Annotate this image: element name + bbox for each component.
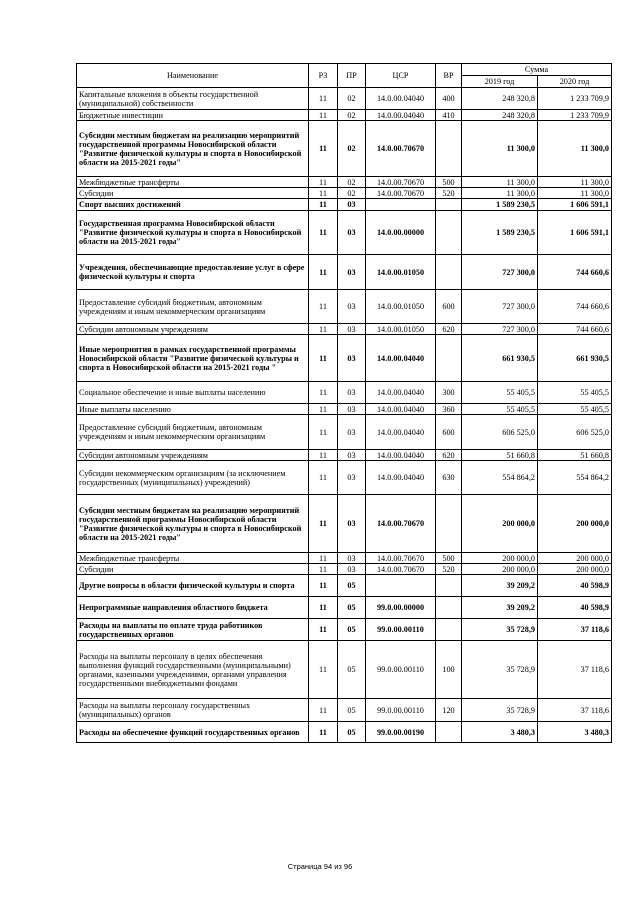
row-value-2019: 1 589 230,5 (462, 211, 538, 255)
row-csr: 14.0.00.00000 (366, 211, 436, 255)
row-rz: 11 (309, 404, 338, 415)
table-row (77, 188, 612, 199)
row-value-2019: 727 300,0 (462, 324, 538, 335)
col-header-vr: ВР (436, 64, 462, 88)
row-csr: 14.0.00.70670 (366, 564, 436, 575)
row-vr: 120 (436, 699, 462, 722)
row-vr (436, 597, 462, 619)
row-value-2019: 39 209,2 (462, 597, 538, 619)
table-row (77, 619, 612, 641)
row-name: Субсидии некоммерческим организациям (за исключением государственных (муниципальных) учреждений) (77, 461, 309, 495)
row-value-2019: 606 525,0 (462, 415, 538, 450)
row-rz: 11 (309, 641, 338, 699)
row-name: Предоставление субсидий бюджетным, автономным учреждениям и иным некоммерческим организациям (77, 290, 309, 324)
row-pr: 03 (338, 335, 366, 382)
row-name: Бюджетные инвестиции (77, 110, 309, 121)
row-vr: 600 (436, 415, 462, 450)
row-csr: 14.0.00.01050 (366, 324, 436, 335)
row-pr: 02 (338, 88, 366, 110)
row-vr: 520 (436, 188, 462, 199)
row-name: Межбюджетные трансферты (77, 553, 309, 564)
row-name: Субсидии местным бюджетам на реализацию мероприятий государственной программы Новосибирской области "Развитие физической культуры и спорта в Новосибирской области на 2015-2021 годы" (77, 121, 309, 177)
row-value-2020: 40 598,9 (538, 575, 612, 597)
row-value-2019: 35 728,9 (462, 619, 538, 641)
row-csr: 14.0.00.70670 (366, 495, 436, 553)
row-pr: 03 (338, 290, 366, 324)
table-row (77, 324, 612, 335)
table-row (77, 110, 612, 121)
row-pr: 03 (338, 461, 366, 495)
row-rz: 11 (309, 121, 338, 177)
row-pr: 05 (338, 699, 366, 722)
row-vr (436, 495, 462, 553)
table-row (77, 88, 612, 110)
table-row (77, 199, 612, 211)
table-row (77, 575, 612, 597)
table-row (77, 553, 612, 564)
row-value-2019: 554 864,2 (462, 461, 538, 495)
row-value-2020: 744 660,6 (538, 290, 612, 324)
row-vr (436, 121, 462, 177)
row-value-2019: 1 589 230,5 (462, 199, 538, 211)
row-value-2020: 200 000,0 (538, 553, 612, 564)
row-pr: 05 (338, 722, 366, 743)
row-value-2019: 35 728,9 (462, 641, 538, 699)
row-value-2020: 744 660,6 (538, 324, 612, 335)
row-value-2019: 727 300,0 (462, 290, 538, 324)
table-row (77, 121, 612, 177)
row-pr: 02 (338, 110, 366, 121)
table-row (77, 722, 612, 743)
row-rz: 11 (309, 211, 338, 255)
row-csr (366, 575, 436, 597)
table-row (77, 597, 612, 619)
row-pr: 05 (338, 641, 366, 699)
row-csr: 14.0.00.04040 (366, 88, 436, 110)
row-rz: 11 (309, 199, 338, 211)
row-name: Государственная программа Новосибирской области "Развитие физической культуры и спорта в Новосибирской области на 2015-2021 годы" (77, 211, 309, 255)
row-vr: 500 (436, 177, 462, 188)
row-pr: 03 (338, 211, 366, 255)
row-pr: 05 (338, 597, 366, 619)
row-name: Социальное обеспечение и иные выплаты населению (77, 382, 309, 404)
row-rz: 11 (309, 255, 338, 290)
row-name: Расходы на обеспечение функций государственных органов (77, 722, 309, 743)
row-rz: 11 (309, 564, 338, 575)
row-csr: 14.0.00.70670 (366, 188, 436, 199)
row-csr: 99.0.00.00110 (366, 641, 436, 699)
row-value-2019: 3 480,3 (462, 722, 538, 743)
table-row (77, 177, 612, 188)
row-value-2020: 55 405,5 (538, 382, 612, 404)
row-vr (436, 199, 462, 211)
row-value-2020: 37 118,6 (538, 641, 612, 699)
row-vr (436, 722, 462, 743)
row-csr: 14.0.00.04040 (366, 415, 436, 450)
row-value-2019: 39 209,2 (462, 575, 538, 597)
row-value-2019: 55 405,5 (462, 382, 538, 404)
row-csr (366, 199, 436, 211)
row-value-2020: 1 233 709,9 (538, 110, 612, 121)
row-pr: 02 (338, 188, 366, 199)
row-rz: 11 (309, 324, 338, 335)
row-rz: 11 (309, 188, 338, 199)
row-value-2020: 11 300,0 (538, 177, 612, 188)
row-csr: 14.0.00.04040 (366, 335, 436, 382)
row-vr (436, 211, 462, 255)
row-vr: 500 (436, 553, 462, 564)
row-pr: 03 (338, 450, 366, 461)
row-value-2019: 200 000,0 (462, 553, 538, 564)
row-value-2020: 554 864,2 (538, 461, 612, 495)
row-value-2019: 200 000,0 (462, 564, 538, 575)
row-pr: 03 (338, 415, 366, 450)
col-header-2020: 2020 год (538, 76, 612, 88)
row-rz: 11 (309, 110, 338, 121)
row-name: Субсидии местным бюджетам на реализацию мероприятий государственной программы Новосибирской области "Развитие физической культуры и спорта в Новосибирской области на 2015-2021 годы" (77, 495, 309, 553)
row-name: Учреждения, обеспечивающие предоставление услуг в сфере физической культуры и спорта (77, 255, 309, 290)
col-header-2019: 2019 год (462, 76, 538, 88)
row-value-2020: 200 000,0 (538, 495, 612, 553)
row-value-2019: 11 300,0 (462, 188, 538, 199)
row-value-2020: 661 930,5 (538, 335, 612, 382)
row-csr: 99.0.00.00000 (366, 597, 436, 619)
row-vr (436, 575, 462, 597)
table-row (77, 404, 612, 415)
row-vr: 100 (436, 641, 462, 699)
row-rz: 11 (309, 88, 338, 110)
table-row (77, 382, 612, 404)
row-vr: 620 (436, 450, 462, 461)
table-row (77, 450, 612, 461)
row-name: Субсидии (77, 188, 309, 199)
row-pr: 05 (338, 575, 366, 597)
table-row (77, 461, 612, 495)
row-value-2019: 11 300,0 (462, 177, 538, 188)
col-header-pr: ПР (338, 64, 366, 88)
row-csr: 14.0.00.04040 (366, 382, 436, 404)
row-vr (436, 619, 462, 641)
row-vr: 630 (436, 461, 462, 495)
row-rz: 11 (309, 290, 338, 324)
row-csr: 14.0.00.04040 (366, 461, 436, 495)
row-vr (436, 335, 462, 382)
row-csr: 14.0.00.01050 (366, 255, 436, 290)
row-value-2020: 55 405,5 (538, 404, 612, 415)
row-pr: 03 (338, 199, 366, 211)
row-name: Субсидии автономным учреждениям (77, 324, 309, 335)
row-rz: 11 (309, 177, 338, 188)
row-vr: 600 (436, 290, 462, 324)
col-header-rz: РЗ (309, 64, 338, 88)
row-rz: 11 (309, 722, 338, 743)
table-row (77, 564, 612, 575)
row-value-2020: 37 118,6 (538, 699, 612, 722)
table-row (77, 495, 612, 553)
row-value-2020: 744 660,6 (538, 255, 612, 290)
row-vr: 400 (436, 88, 462, 110)
table-body (77, 88, 612, 743)
row-pr: 03 (338, 324, 366, 335)
row-csr: 99.0.00.00110 (366, 699, 436, 722)
row-name: Субсидии (77, 564, 309, 575)
table-row (77, 415, 612, 450)
row-pr: 05 (338, 619, 366, 641)
row-rz: 11 (309, 450, 338, 461)
row-value-2020: 11 300,0 (538, 121, 612, 177)
row-name: Спорт высших достижений (77, 199, 309, 211)
row-value-2020: 40 598,9 (538, 597, 612, 619)
row-rz: 11 (309, 461, 338, 495)
row-value-2020: 1 233 709,9 (538, 88, 612, 110)
col-header-csr: ЦСР (366, 64, 436, 88)
table-row (77, 335, 612, 382)
row-csr: 14.0.00.04040 (366, 450, 436, 461)
row-csr: 99.0.00.00190 (366, 722, 436, 743)
row-value-2019: 55 405,5 (462, 404, 538, 415)
col-header-sum: Сумма (462, 64, 612, 76)
row-name: Расходы на выплаты персоналу в целях обеспечения выполнения функций государственными (муниципальными) органами, казенными учреждениями, органами управления государственными внебюджетными фондами (77, 641, 309, 699)
row-name: Капитальные вложения в объекты государственной (муниципальной) собственности (77, 88, 309, 110)
row-csr: 14.0.00.70670 (366, 121, 436, 177)
row-rz: 11 (309, 495, 338, 553)
row-pr: 02 (338, 177, 366, 188)
row-vr: 520 (436, 564, 462, 575)
row-value-2019: 248 320,8 (462, 110, 538, 121)
budget-table (76, 63, 612, 743)
row-rz: 11 (309, 553, 338, 564)
row-name: Иные мероприятия в рамках государственной программы Новосибирской области "Развитие физической культуры и спорта в Новосибирской области на 2015-2021 годы " (77, 335, 309, 382)
row-name: Расходы на выплаты по оплате труда работников государственных органов (77, 619, 309, 641)
page-footer: Страница 94 из 96 (287, 862, 353, 871)
row-rz: 11 (309, 575, 338, 597)
row-rz: 11 (309, 382, 338, 404)
row-name: Расходы на выплаты персоналу государственных (муниципальных) органов (77, 699, 309, 722)
table-row (77, 699, 612, 722)
row-csr: 14.0.00.01050 (366, 290, 436, 324)
row-rz: 11 (309, 597, 338, 619)
col-header-name: Наименование (77, 64, 309, 88)
row-value-2020: 1 606 591,1 (538, 211, 612, 255)
row-vr: 410 (436, 110, 462, 121)
row-csr: 14.0.00.70670 (366, 177, 436, 188)
row-rz: 11 (309, 335, 338, 382)
row-rz: 11 (309, 699, 338, 722)
row-vr: 620 (436, 324, 462, 335)
row-pr: 03 (338, 255, 366, 290)
row-pr: 03 (338, 382, 366, 404)
table-row (77, 211, 612, 255)
row-name: Межбюджетные трансферты (77, 177, 309, 188)
row-rz: 11 (309, 415, 338, 450)
row-pr: 02 (338, 121, 366, 177)
row-value-2019: 727 300,0 (462, 255, 538, 290)
row-value-2020: 37 118,6 (538, 619, 612, 641)
table-row (77, 255, 612, 290)
table-header (77, 64, 612, 88)
row-value-2019: 248 320,8 (462, 88, 538, 110)
row-rz: 11 (309, 619, 338, 641)
row-value-2019: 51 660,8 (462, 450, 538, 461)
row-value-2019: 35 728,9 (462, 699, 538, 722)
row-name: Субсидии автономным учреждениям (77, 450, 309, 461)
row-vr: 300 (436, 382, 462, 404)
row-csr: 14.0.00.04040 (366, 110, 436, 121)
row-csr: 99.0.00.00110 (366, 619, 436, 641)
row-value-2019: 11 300,0 (462, 121, 538, 177)
row-name: Непрограммные направления областного бюджета (77, 597, 309, 619)
row-vr (436, 255, 462, 290)
row-value-2019: 661 930,5 (462, 335, 538, 382)
table-row (77, 290, 612, 324)
row-csr: 14.0.00.70670 (366, 553, 436, 564)
row-value-2020: 606 525,0 (538, 415, 612, 450)
row-csr: 14.0.00.04040 (366, 404, 436, 415)
row-pr: 03 (338, 564, 366, 575)
row-pr: 03 (338, 404, 366, 415)
row-value-2020: 51 660,8 (538, 450, 612, 461)
table-row (77, 641, 612, 699)
row-pr: 03 (338, 553, 366, 564)
row-value-2020: 1 606 591,1 (538, 199, 612, 211)
row-name: Другие вопросы в области физической культуры и спорта (77, 575, 309, 597)
row-name: Предоставление субсидий бюджетным, автономным учреждениям и иным некоммерческим организациям (77, 415, 309, 450)
row-value-2020: 11 300,0 (538, 188, 612, 199)
row-value-2019: 200 000,0 (462, 495, 538, 553)
row-value-2020: 3 480,3 (538, 722, 612, 743)
row-vr: 360 (436, 404, 462, 415)
row-pr: 03 (338, 495, 366, 553)
row-name: Иные выплаты населению (77, 404, 309, 415)
row-value-2020: 200 000,0 (538, 564, 612, 575)
